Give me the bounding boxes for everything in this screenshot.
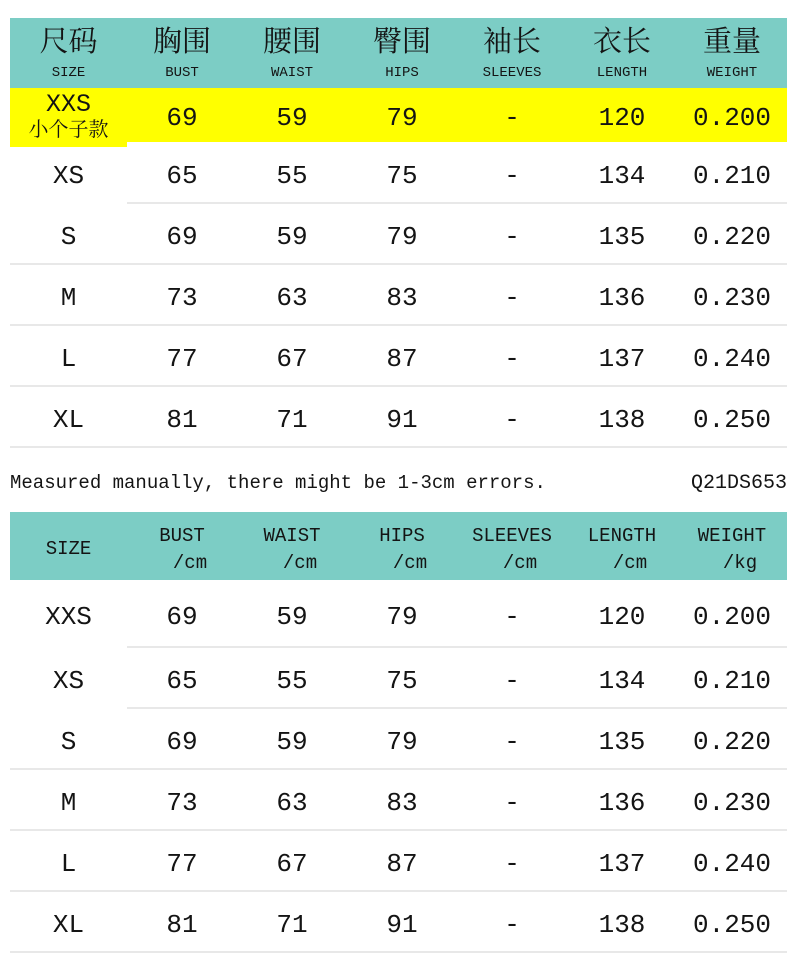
header-cell-sleeves <box>457 512 567 580</box>
header-label: WEIGHT <box>697 524 767 547</box>
value-cell: - <box>504 221 520 252</box>
size-chart-table-cn <box>10 18 787 448</box>
value-cell: 71 <box>276 404 308 435</box>
value-cell: 87 <box>386 848 418 879</box>
value-cell: - <box>504 909 520 940</box>
value-cell: 134 <box>598 665 646 696</box>
value-cell: 0.220 <box>692 726 771 757</box>
size-sublabel: 小个子款 <box>28 119 109 143</box>
value-cell: - <box>504 404 520 435</box>
header-cell-weight <box>677 512 787 580</box>
value-cell: 59 <box>276 102 308 133</box>
value-cell: 77 <box>166 848 198 879</box>
value-cell: 79 <box>386 602 418 632</box>
table-row-m <box>10 768 787 829</box>
value-cell: 0.250 <box>692 404 771 435</box>
product-code: Q21DS653 <box>690 471 787 495</box>
header-unit: /cm <box>392 551 428 574</box>
header-en: WAIST <box>270 64 313 81</box>
table-cn-header <box>10 18 787 88</box>
table-bottom-divider <box>10 951 787 953</box>
size-cell: S <box>60 726 77 757</box>
value-cell: - <box>504 282 520 313</box>
header-label: LENGTH <box>587 524 657 547</box>
value-cell: 0.200 <box>692 602 771 632</box>
value-cell: 0.220 <box>692 221 771 252</box>
value-cell: 55 <box>276 161 308 191</box>
header-cell-length <box>567 18 677 88</box>
header-zh: 尺码 <box>39 26 98 60</box>
value-cell: 0.210 <box>692 665 771 696</box>
value-cell: 91 <box>386 404 418 435</box>
value-cell: 63 <box>276 787 308 818</box>
size-label: XXS <box>45 90 91 120</box>
header-unit: /cm <box>502 551 538 574</box>
value-cell: 75 <box>386 161 418 191</box>
value-cell: 69 <box>166 726 198 757</box>
value-cell: 71 <box>276 909 308 940</box>
table-row-xl <box>10 890 787 951</box>
value-cell: - <box>504 343 520 374</box>
header-zh: 袖长 <box>482 26 541 60</box>
size-cell: XL <box>52 404 85 435</box>
value-cell: 73 <box>166 787 198 818</box>
header-unit: /cm <box>172 551 208 574</box>
header-en: SLEEVES <box>482 64 542 81</box>
value-cell: - <box>504 848 520 879</box>
header-zh: 腰围 <box>262 26 321 60</box>
header-cell-size <box>10 18 127 88</box>
size-cell: L <box>60 343 77 374</box>
header-cell-waist <box>237 18 347 88</box>
table-en-header <box>10 512 787 580</box>
value-cell: 0.240 <box>692 848 771 879</box>
value-cell: 65 <box>166 665 198 696</box>
value-cell: 73 <box>166 282 198 313</box>
header-zh: 胸围 <box>152 26 211 60</box>
value-cell: 120 <box>598 102 646 133</box>
header-cell-bust <box>127 512 237 580</box>
value-cell: - <box>504 665 520 696</box>
value-cell: 91 <box>386 909 418 940</box>
value-cell: 0.230 <box>692 282 771 313</box>
value-cell: 69 <box>166 102 198 133</box>
value-cell: 0.210 <box>692 161 771 191</box>
value-cell: 137 <box>598 343 646 374</box>
value-cell: 79 <box>386 221 418 252</box>
header-label: SIZE <box>45 538 92 561</box>
size-chart-table-en <box>10 512 787 953</box>
header-label: BUST <box>159 524 205 547</box>
header-unit: /kg <box>722 551 758 574</box>
value-cell: - <box>504 787 520 818</box>
header-cell-waist <box>237 512 347 580</box>
value-cell: 135 <box>598 726 646 757</box>
value-cell: - <box>504 726 520 757</box>
value-cell: 77 <box>166 343 198 374</box>
header-en: LENGTH <box>596 64 648 81</box>
value-cell: 120 <box>598 602 646 632</box>
value-cell: 0.230 <box>692 787 771 818</box>
value-cell: 135 <box>598 221 646 252</box>
value-cell: - <box>504 161 520 191</box>
value-cell: 63 <box>276 282 308 313</box>
value-cell: 0.250 <box>692 909 771 940</box>
table-row-xs <box>10 142 787 202</box>
header-label: HIPS <box>379 524 425 547</box>
value-cell: 59 <box>276 602 308 632</box>
header-cell-weight <box>677 18 787 88</box>
value-cell: 83 <box>386 282 418 313</box>
header-unit: /cm <box>282 551 318 574</box>
size-chart-sheet <box>10 18 787 953</box>
size-cell: XL <box>52 909 85 940</box>
header-zh: 臀围 <box>372 26 431 60</box>
header-zh: 重量 <box>702 26 761 60</box>
header-cell-sleeves <box>457 18 567 88</box>
header-cell-bust <box>127 18 237 88</box>
header-cell-size <box>10 512 127 580</box>
header-zh: 衣长 <box>592 26 651 60</box>
value-cell: 69 <box>166 602 198 632</box>
header-label: WAIST <box>263 524 321 547</box>
value-cell: 79 <box>386 102 418 133</box>
value-cell: 81 <box>166 404 198 435</box>
value-cell: - <box>504 602 520 632</box>
disclaimer-band <box>10 448 787 512</box>
value-cell: 65 <box>166 161 198 191</box>
table-row-l <box>10 829 787 890</box>
disclaimer-note: Measured manually, there might be 1-3cm errors. <box>10 472 546 494</box>
header-en: SIZE <box>51 64 86 81</box>
header-cell-length <box>567 512 677 580</box>
size-cell: XXS <box>45 602 92 632</box>
value-cell: 134 <box>598 161 646 191</box>
value-cell: 137 <box>598 848 646 879</box>
value-cell: 83 <box>386 787 418 818</box>
header-en: WEIGHT <box>706 64 758 81</box>
header-cell-hips <box>347 18 457 88</box>
table-row-xs <box>10 646 787 707</box>
header-unit: /cm <box>612 551 648 574</box>
value-cell: 0.240 <box>692 343 771 374</box>
size-cell <box>10 88 127 147</box>
value-cell: 87 <box>386 343 418 374</box>
value-cell: 69 <box>166 221 198 252</box>
value-cell: - <box>504 102 520 133</box>
table-row-xxs-highlighted <box>10 88 787 142</box>
value-cell: 0.200 <box>692 102 771 133</box>
value-cell: 136 <box>598 787 646 818</box>
value-cell: 138 <box>598 404 646 435</box>
header-cell-hips <box>347 512 457 580</box>
header-label: SLEEVES <box>472 524 552 547</box>
size-cell: M <box>60 282 77 313</box>
table-row-s <box>10 707 787 768</box>
header-en: BUST <box>165 64 199 81</box>
table-row-xxs <box>10 580 787 646</box>
size-cell: XS <box>52 665 85 696</box>
value-cell: 59 <box>276 221 308 252</box>
size-cell: S <box>60 221 77 252</box>
value-cell: 75 <box>386 665 418 696</box>
table-row-xl <box>10 385 787 446</box>
value-cell: 138 <box>598 909 646 940</box>
table-row-l <box>10 324 787 385</box>
size-cell: XS <box>52 161 85 191</box>
value-cell: 136 <box>598 282 646 313</box>
header-en: HIPS <box>385 64 419 81</box>
size-cell: L <box>60 848 77 879</box>
value-cell: 67 <box>276 343 308 374</box>
value-cell: 79 <box>386 726 418 757</box>
size-cell: M <box>60 787 77 818</box>
value-cell: 81 <box>166 909 198 940</box>
value-cell: 59 <box>276 726 308 757</box>
table-row-s <box>10 202 787 263</box>
value-cell: 55 <box>276 665 308 696</box>
value-cell: 67 <box>276 848 308 879</box>
table-row-m <box>10 263 787 324</box>
